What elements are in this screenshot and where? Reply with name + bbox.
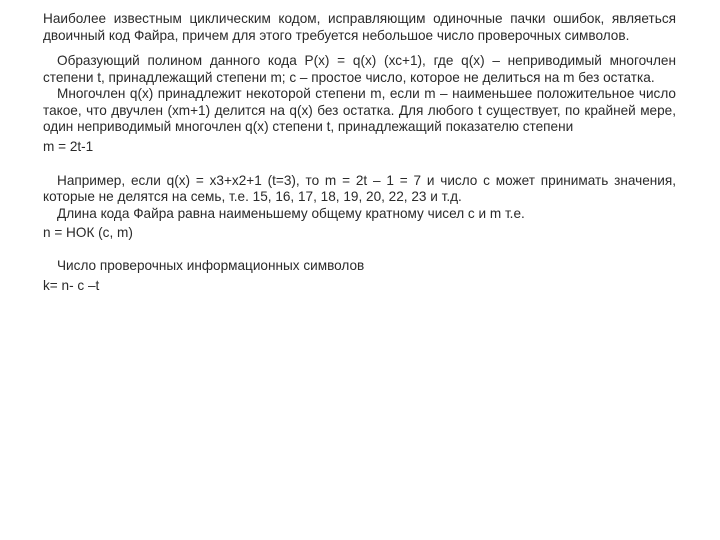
paragraph-code-length: Длина кода Файра равна наименьшему общему кратному чисел с и m т.е. (57, 205, 525, 221)
document-page (43, 11, 676, 294)
paragraph-generator-polynomial: Образующий полином данного кода Р(х) = q(х) (хс+1), где q(х) – неприводимый многочлен степени t, принадлежащий степени m; с – простое число, которое не делиться на m без остатка. (43, 53, 676, 85)
paragraph-example: Например, если q(х) = х3+х2+1 (t=3), то m = 2t – 1 = 7 и число с может принимать значения, которые не делятся на семь, т.е. 15, 16, 17, 18, 19, 20, 22, 23 и т.д. (43, 172, 676, 204)
paragraph-check-symbols: Число проверочных информационных символов (57, 258, 365, 273)
paragraph-polynomial-order: Многочлен q(х) принадлежит некоторой степени m, если m – наименьшее положительное число такое, что двучлен (хm+1) делится на q(х) без остатка. Для любого t существует, по крайней мере, один неприводимый многочлен q(х) степени t, принадлежащий показателю степени (43, 86, 676, 134)
formula-k: k= n- с –t (43, 277, 100, 293)
formula-m: m = 2t-1 (43, 138, 94, 154)
formula-n: n = НОК (с, m) (43, 225, 133, 240)
paragraph-fire-code-intro: Наиболее известным циклическим кодом, исправляющим одиночные пачки ошибок, являеться двоичный код Файра, причем для этого требуется небольшое число проверочных символов. (43, 11, 676, 43)
